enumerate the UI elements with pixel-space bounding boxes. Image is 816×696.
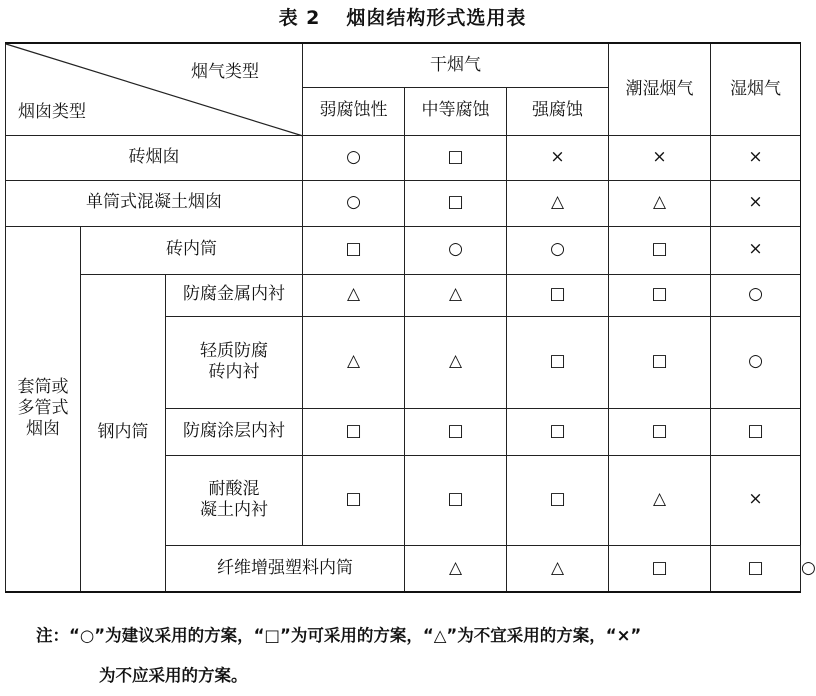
- table-cell: □: [609, 226, 711, 274]
- table-cell: □: [405, 455, 507, 545]
- table-cell: ×: [711, 180, 801, 226]
- table-cell: □: [405, 180, 507, 226]
- table-cell: ○: [507, 226, 609, 274]
- group-label-line: 烟囱: [26, 419, 60, 440]
- table-cell: △: [609, 455, 711, 545]
- row-label-line: 砖内衬: [208, 362, 260, 382]
- chimney-type-header: 烟囱类型: [18, 102, 86, 122]
- note-line-2: 为不应采用的方案。: [99, 666, 248, 685]
- table-cell: △: [303, 316, 405, 408]
- row-label: 纤维增强塑料内筒: [166, 545, 405, 592]
- table-cell: ○: [303, 180, 405, 226]
- row-label: 砖内筒: [81, 226, 303, 274]
- row-label: 砖烟囱: [6, 135, 303, 180]
- table-cell: ×: [609, 135, 711, 180]
- medium-corrosion-header: 中等腐蚀: [405, 87, 507, 135]
- steel-inner-tube-label: 钢内筒: [81, 274, 166, 592]
- table-number: 表 2: [278, 7, 321, 29]
- table-cell: ×: [711, 135, 801, 180]
- table-cell: □: [507, 408, 609, 455]
- table-cell: □: [507, 274, 609, 316]
- row-label: 防腐涂层内衬: [166, 408, 303, 455]
- table-cell: □: [609, 408, 711, 455]
- table-cell: △: [405, 274, 507, 316]
- group-label-sleeve-multitube: [6, 226, 81, 592]
- row-label-line: 耐酸混: [208, 478, 260, 499]
- strong-corrosion-header: 强腐蚀: [507, 87, 609, 135]
- table-cell: ×: [711, 226, 801, 274]
- table-cell: ×: [711, 455, 801, 545]
- humid-gas-header: 潮湿烟气: [609, 43, 711, 135]
- dry-gas-header: 干烟气: [303, 43, 609, 87]
- group-label-line: 套筒或: [17, 376, 69, 397]
- table-cell: ○: [711, 274, 801, 316]
- table-row: [6, 274, 801, 316]
- table-cell: △: [507, 545, 609, 592]
- table-cell: □: [507, 455, 609, 545]
- weak-corrosion-header: 弱腐蚀性: [303, 87, 405, 135]
- table-cell: □: [711, 545, 801, 592]
- table-cell: □: [405, 135, 507, 180]
- table-cell: □: [303, 455, 405, 545]
- table-cell: △: [303, 274, 405, 316]
- chimney-selection-table: [5, 42, 816, 593]
- wet-gas-header: 湿烟气: [711, 43, 801, 135]
- table-row: [6, 135, 801, 180]
- gas-type-header: 烟气类型: [191, 62, 259, 82]
- table-cell: □: [303, 226, 405, 274]
- table-cell: □: [609, 274, 711, 316]
- header-row-1: [6, 43, 801, 87]
- row-label-line: 凝土内衬: [200, 500, 268, 520]
- table-cell: △: [507, 180, 609, 226]
- table-note: [36, 616, 796, 696]
- table-cell: □: [405, 408, 507, 455]
- table-title-text: 烟囱结构形式选用表: [346, 7, 527, 29]
- table-cell: ○: [711, 316, 801, 408]
- table-cell: ○: [303, 135, 405, 180]
- row-label: 单筒式混凝土烟囱: [6, 180, 303, 226]
- group-label-line: 多管式: [17, 398, 69, 419]
- table-row: 纤维增强塑料内筒 △ △ □ □ ○: [6, 545, 801, 592]
- table-row: [6, 180, 801, 226]
- table-cell: □: [609, 316, 711, 408]
- row-label-line: 轻质防腐: [200, 340, 268, 361]
- table-cell: □: [507, 316, 609, 408]
- diagonal-header-cell: [6, 43, 303, 135]
- row-label: 防腐金属内衬: [166, 274, 303, 316]
- row-label: [166, 316, 303, 408]
- table-cell: □: [609, 545, 711, 592]
- table-cell: △: [609, 180, 711, 226]
- table-cell: △: [405, 316, 507, 408]
- row-label: [166, 455, 303, 545]
- table-row: [6, 226, 801, 274]
- table-cell: □: [303, 408, 405, 455]
- table-cell: △: [405, 545, 507, 592]
- note-line-1: 注：“○”为建议采用的方案，“□”为可采用的方案，“△”为不宜采用的方案，“×”: [36, 626, 642, 645]
- table-cell: ○: [405, 226, 507, 274]
- table-title: [0, 2, 805, 34]
- table-cell: □: [711, 408, 801, 455]
- table-cell: ×: [507, 135, 609, 180]
